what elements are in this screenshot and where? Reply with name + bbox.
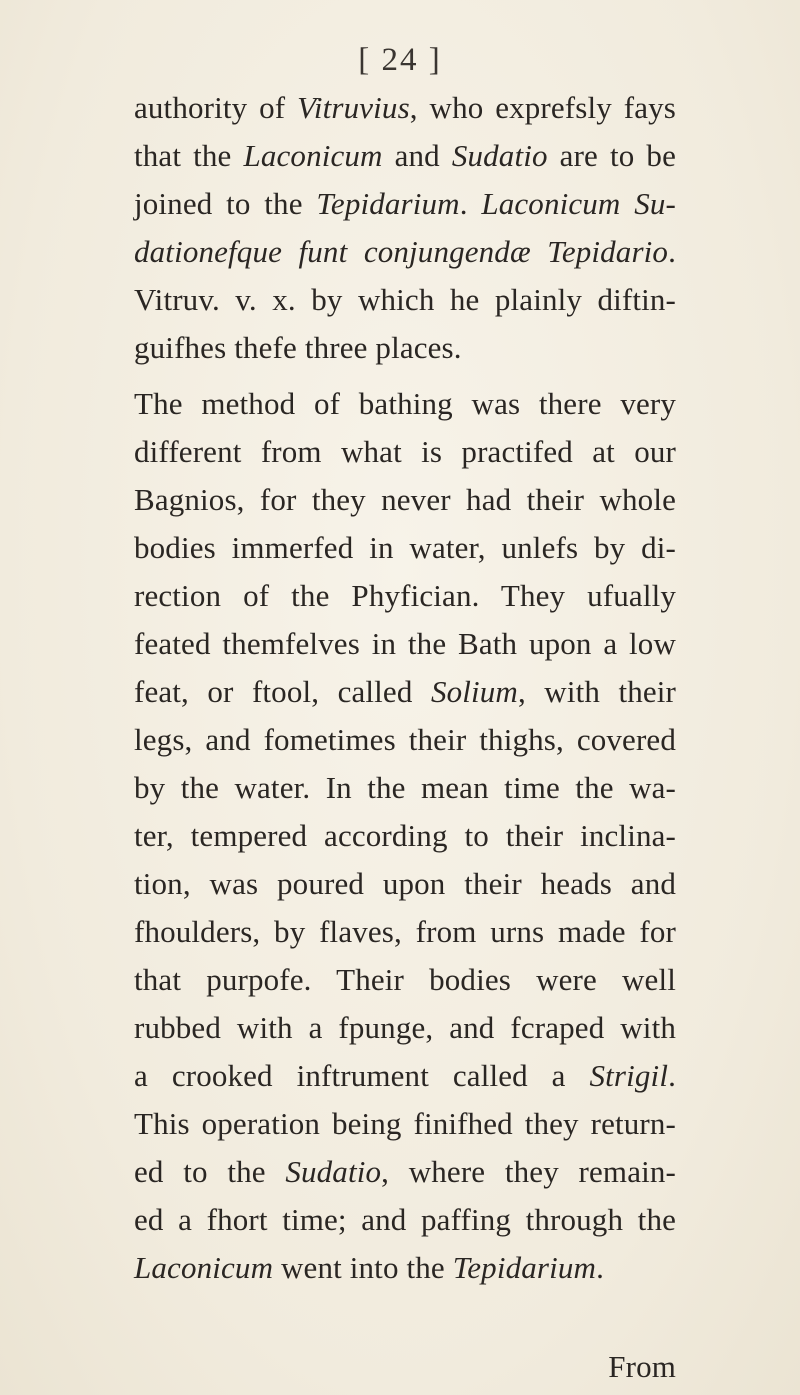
text-line bbox=[134, 668, 676, 716]
text-run: The method of bathing was there very bbox=[134, 386, 676, 421]
text-run: are to be bbox=[547, 138, 676, 173]
text-run: tion, was poured upon their heads and bbox=[134, 866, 676, 901]
text-line bbox=[134, 764, 676, 812]
text-line bbox=[134, 132, 676, 180]
italic-text-run: Sudatio bbox=[451, 138, 548, 173]
text-run: feated themfelves in the Bath upon a low bbox=[134, 626, 676, 661]
text-run: joined to the bbox=[134, 186, 317, 221]
text-run: authority of bbox=[134, 90, 298, 125]
text-run: This operation being finifhed they return- bbox=[134, 1106, 676, 1141]
text-line bbox=[134, 1148, 676, 1196]
text-run: . bbox=[668, 1058, 676, 1093]
text-line bbox=[134, 1052, 676, 1100]
italic-text-run: Strigil bbox=[589, 1058, 669, 1093]
text-line bbox=[134, 276, 676, 324]
text-run: , who exprefsly fays bbox=[409, 90, 676, 125]
text-run: by the water. In the mean time the wa- bbox=[134, 770, 676, 805]
text-line bbox=[134, 908, 676, 956]
text-line bbox=[134, 84, 676, 132]
text-run: . bbox=[596, 1250, 604, 1285]
text-run: rubbed with a fpunge, and fcraped with bbox=[134, 1010, 676, 1045]
text-line bbox=[134, 1196, 676, 1244]
text-run: fhoulders, by flaves, from urns made for bbox=[134, 914, 676, 949]
text-line bbox=[134, 428, 676, 476]
text-line bbox=[134, 324, 676, 372]
text-line bbox=[134, 1004, 676, 1052]
text-run: feat, or ftool, called bbox=[134, 674, 431, 709]
text-run: went into the bbox=[273, 1250, 453, 1285]
italic-text-run: Tepidarium bbox=[316, 186, 460, 221]
text-line bbox=[134, 476, 676, 524]
text-run: rection of the Phyfician. They ufually bbox=[134, 578, 676, 613]
italic-text-run: Vitruvius bbox=[297, 90, 410, 125]
text-line bbox=[134, 860, 676, 908]
italic-text-run: dationefque funt conjungendæ Tepidario bbox=[134, 234, 669, 269]
text-line bbox=[134, 180, 676, 228]
text-run: that purpofe. Their bodies were well bbox=[134, 962, 676, 997]
text-line bbox=[134, 620, 676, 668]
text-run: . bbox=[668, 234, 676, 269]
text-run: Bagnios, for they never had their whole bbox=[134, 482, 676, 517]
text-line bbox=[134, 524, 676, 572]
text-run: that the bbox=[134, 138, 244, 173]
italic-text-run: Sudatio bbox=[285, 1154, 382, 1189]
text-run: bodies immerfed in water, unlefs by di- bbox=[134, 530, 676, 565]
catchword: From bbox=[608, 1349, 676, 1384]
text-run: ter, tempered according to their inclina- bbox=[134, 818, 676, 853]
text-run: legs, and fometimes their thighs, covered bbox=[134, 722, 676, 757]
text-line bbox=[134, 956, 676, 1004]
text-line bbox=[134, 716, 676, 764]
text-line bbox=[134, 812, 676, 860]
text-run: guifhes thefe three places. bbox=[134, 330, 462, 365]
italic-text-run: Laconicum bbox=[134, 1250, 274, 1285]
text-run: ed to the bbox=[134, 1154, 286, 1189]
text-line bbox=[134, 228, 676, 276]
text-line bbox=[134, 380, 676, 428]
text-run: a crooked inftrument called a bbox=[134, 1058, 590, 1093]
text-run: Vitruv. v. x. by which he plainly diftin- bbox=[134, 282, 676, 317]
italic-text-run: Laconicum bbox=[243, 138, 383, 173]
text-line bbox=[134, 1244, 676, 1292]
text-run: ed a fhort time; and paffing through the bbox=[134, 1202, 676, 1237]
italic-text-run: Tepidarium bbox=[452, 1250, 597, 1285]
text-run: . bbox=[459, 186, 482, 221]
italic-text-run: Solium bbox=[430, 674, 518, 709]
text-line bbox=[134, 1100, 676, 1148]
italic-text-run: Laconicum Su- bbox=[481, 186, 676, 221]
page-number: [ 24 ] bbox=[358, 42, 442, 78]
text-run: , where they remain- bbox=[381, 1154, 676, 1189]
text-run: , with their bbox=[517, 674, 676, 709]
text-run: different from what is practifed at our bbox=[134, 434, 676, 469]
text-run: and bbox=[382, 138, 452, 173]
text-line bbox=[134, 572, 676, 620]
